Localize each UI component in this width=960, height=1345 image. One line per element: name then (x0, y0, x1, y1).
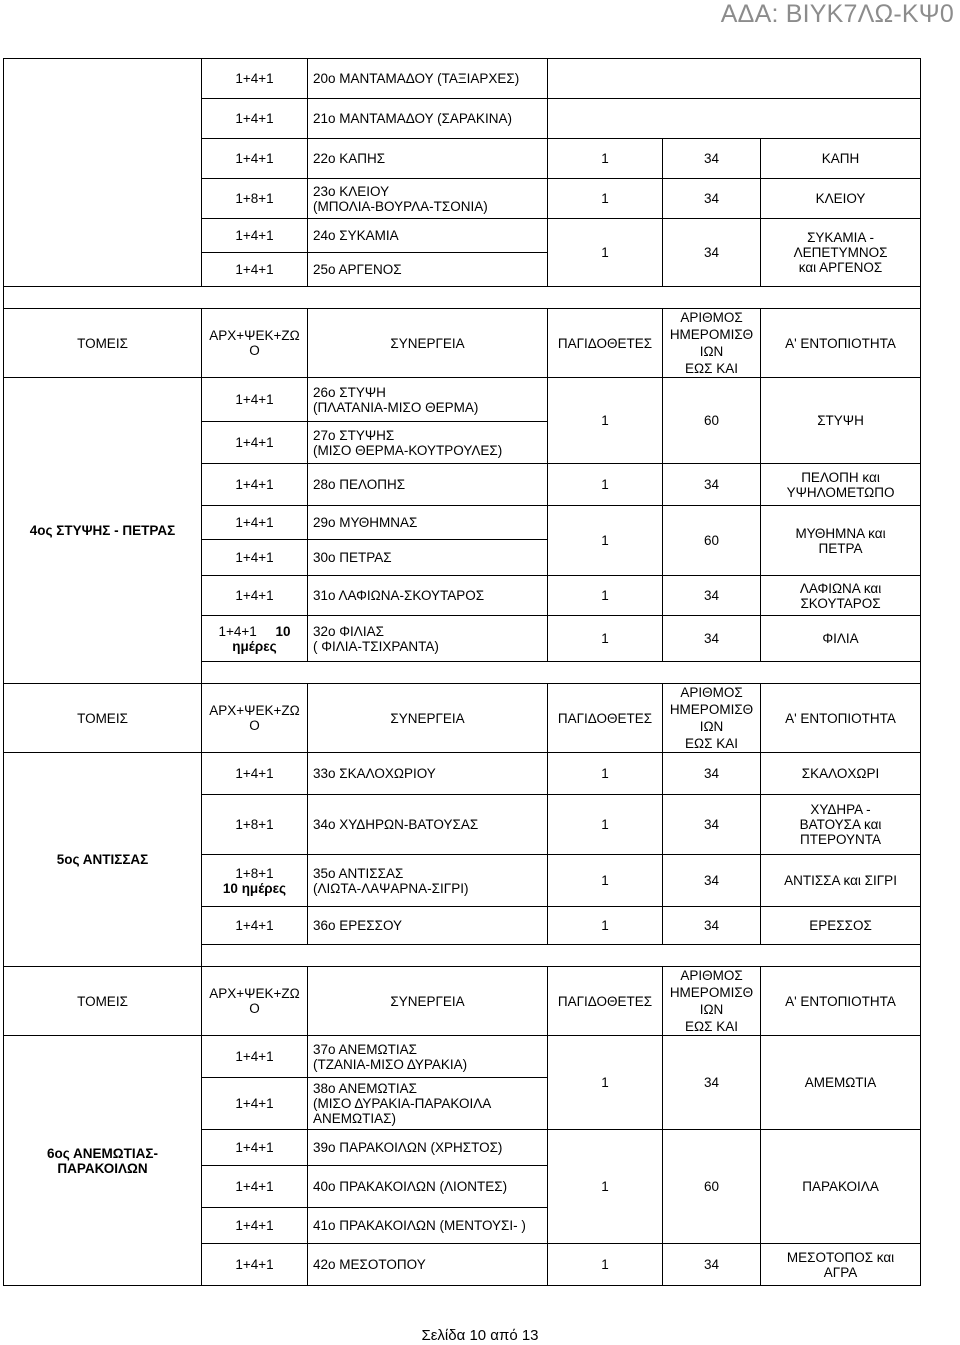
table-row (4, 378, 921, 422)
arx-cell: 1+8+1 (202, 179, 308, 219)
pagidothetes-cell: 1 (548, 1036, 663, 1130)
pagidothetes-cell: 1 (548, 616, 663, 662)
hmeromisthia-cell: 60 (663, 378, 761, 464)
header-line: ΑΡΙΘΜΟΣ (680, 310, 743, 325)
synergeio-cell: 28ο ΠΕΛΟΠΗΣ (308, 464, 548, 506)
allocation-table (3, 58, 921, 1286)
arx-cell (202, 855, 308, 907)
col-header-tomeis: ΤΟΜΕΙΣ (4, 309, 202, 378)
arx-cell: 1+4+1 (202, 1130, 308, 1166)
header-line: ΕΩΣ ΚΑΙ (685, 736, 738, 751)
entopiothta-cell (761, 464, 921, 506)
arx-cell: 1+4+1 (202, 506, 308, 540)
synergeio-line: 23ο ΚΛΕΙΟΥ (313, 183, 390, 199)
synergeio-cell: 33ο ΣΚΑΛΟΧΩΡΙΟΥ (308, 753, 548, 795)
pagidothetes-cell: 1 (548, 139, 663, 179)
entopiothta-line: ΒΑΤΟΥΣΑ και (799, 817, 882, 832)
sector-line: 6ος ΑΝΕΜΩΤΙΑΣ- (47, 1145, 158, 1161)
hmeromisthia-cell: 60 (663, 1130, 761, 1244)
header-row (4, 967, 921, 1036)
pagidothetes-cell: 1 (548, 506, 663, 576)
header-line: ΑΡΙΘΜΟΣ (680, 968, 743, 983)
col-header-synergeia: ΣΥΝΕΡΓΕΙΑ (308, 967, 548, 1036)
entopiothta-line: ΛΕΠΕΤΥΜΝΟΣ (793, 245, 888, 260)
synergeio-cell: 20ο ΜΑΝΤΑΜΑΔΟΥ (ΤΑΞΙΑΡΧΕΣ) (308, 59, 548, 99)
synergeio-cell (308, 1078, 548, 1130)
arx-cell: 1+4+1 (202, 464, 308, 506)
synergeio-line: 38ο ΑΝΕΜΩΤΙΑΣ (313, 1081, 417, 1096)
arx-cell: 1+4+1 (202, 1078, 308, 1130)
synergeio-cell: 29ο ΜΥΘΗΜΝΑΣ (308, 506, 548, 540)
header-line: ΗΜΕΡΟΜΙΣΘΙΩΝ (669, 327, 754, 359)
spacer-cell (202, 662, 921, 684)
hmeromisthia-cell: 34 (663, 139, 761, 179)
pagidothetes-cell: 1 (548, 576, 663, 616)
spacer-cell (202, 945, 921, 967)
hmeromisthia-cell: 34 (663, 753, 761, 795)
entopiothta-line: ΣΥΚΑΜΙΑ - (807, 230, 874, 245)
arx-cell: 1+4+1 (202, 1036, 308, 1078)
synergeio-cell: 39ο ΠΑΡΑΚΟΙΛΩΝ (ΧΡΗΣΤΟΣ) (308, 1130, 548, 1166)
synergeio-line: ΑΝΕΜΩΤΙΑΣ) (313, 1111, 396, 1126)
entopiothta-cell: ΚΛΕΙΟΥ (761, 179, 921, 219)
entopiothta-cell: ΣΚΑΛΟΧΩΡΙ (761, 753, 921, 795)
sector-cell (4, 1036, 202, 1286)
arx-days-label: 10 ημέρες (222, 880, 287, 896)
synergeio-line: (ΜΠΟΛΙΑ-ΒΟΥΡΛΑ-ΤΣΟΝΙΑ) (313, 198, 488, 214)
arx-cell: 1+4+1 (202, 99, 308, 139)
arx-cell: 1+4+1 (202, 219, 308, 253)
arx-cell (202, 616, 308, 662)
synergeio-cell: 22ο ΚΑΠΗΣ (308, 139, 548, 179)
pagidothetes-cell: 1 (548, 378, 663, 464)
hmeromisthia-cell: 34 (663, 179, 761, 219)
spacer-cell (4, 287, 921, 309)
sector-cell: 4ος ΣΤΥΨΗΣ - ΠΕΤΡΑΣ (4, 378, 202, 684)
entopiothta-line: ΑΓΡΑ (823, 1264, 858, 1280)
synergeio-line: 32ο ΦΙΛΙΑΣ (313, 623, 384, 639)
sector-cell (4, 59, 202, 287)
sector-line: ΠΑΡΑΚΟΙΛΩΝ (57, 1160, 148, 1176)
synergeio-line: (ΤΖΑΝΙΑ-ΜΙΣΟ ΔΥΡΑΚΙΑ) (313, 1056, 468, 1072)
entopiothta-line: ΣΚΟΥΤΑΡΟΣ (800, 595, 881, 611)
header-line: ΗΜΕΡΟΜΙΣΘΙΩΝ (669, 985, 754, 1017)
col-header-tomeis: ΤΟΜΕΙΣ (4, 684, 202, 753)
header-line: ΗΜΕΡΟΜΙΣΘΙΩΝ (669, 702, 754, 734)
entopiothta-line: ΜΥΘΗΜΝΑ και (795, 525, 886, 541)
hmeromisthia-cell: 34 (663, 219, 761, 287)
header-line: ΑΡΙΘΜΟΣ (680, 685, 743, 700)
hmeromisthia-cell: 34 (663, 1036, 761, 1130)
pagidothetes-cell: 1 (548, 795, 663, 855)
synergeio-line: 35ο ΑΝΤΙΣΣΑΣ (313, 865, 404, 881)
synergeio-cell: 42ο ΜΕΣΟΤΟΠΟΥ (308, 1244, 548, 1286)
entopiothta-line: ΠΕΛΟΠΗ και (801, 469, 880, 485)
col-header-entopiothta: Α' ΕΝΤΟΠΙΟΤΗΤΑ (761, 684, 921, 753)
arx-line (207, 624, 302, 639)
hmeromisthia-cell: 34 (663, 464, 761, 506)
entopiothta-cell (761, 506, 921, 576)
hmeromisthia-cell: 34 (663, 855, 761, 907)
arx-cell: 1+4+1 (202, 378, 308, 422)
synergeio-cell (308, 378, 548, 422)
arx-cell: 1+4+1 (202, 576, 308, 616)
synergeio-cell (308, 616, 548, 662)
hmeromisthia-cell: 34 (663, 795, 761, 855)
arx-cell: 1+4+1 (202, 139, 308, 179)
synergeio-cell: 40ο ΠΡΑΚΑΚΟΙΛΩΝ (ΛΙΟΝΤΕΣ) (308, 1166, 548, 1208)
synergeio-cell: 41ο ΠΡΑΚΑΚΟΙΛΩΝ (ΜΕΝΤΟΥΣΙ- ) (308, 1208, 548, 1244)
table-row (4, 1036, 921, 1078)
empty-cell (548, 99, 921, 139)
header-line: ΕΩΣ ΚΑΙ (685, 1019, 738, 1034)
entopiothta-line: ΥΨΗΛΟΜΕΤΩΠΟ (786, 484, 895, 500)
entopiothta-line: ΧΥΔΗΡΑ - (810, 802, 871, 817)
arx-cell: 1+4+1 (202, 253, 308, 287)
pagidothetes-cell: 1 (548, 753, 663, 795)
arx-value: 1+4+1 (218, 623, 257, 639)
entopiothta-cell (761, 1244, 921, 1286)
entopiothta-cell: ΑΝΤΙΣΣΑ και ΣΙΓΡΙ (761, 855, 921, 907)
pagidothetes-cell: 1 (548, 907, 663, 945)
hmeromisthia-cell: 60 (663, 506, 761, 576)
entopiothta-line: ΛΑΦΙΩΝΑ και (799, 580, 882, 596)
synergeio-cell: 36ο ΕΡΕΣΣΟΥ (308, 907, 548, 945)
synergeio-line: (ΠΛΑΤΑΝΙΑ-ΜΙΣΟ ΘΕΡΜΑ) (313, 399, 479, 415)
entopiothta-cell: ΑΜΕΜΩΤΙΑ (761, 1036, 921, 1130)
synergeio-cell: 30ο ΠΕΤΡΑΣ (308, 540, 548, 576)
col-header-arx: ΑΡΧ+ΨΕΚ+ΖΩΟ (202, 967, 308, 1036)
table-row (4, 59, 921, 99)
synergeio-cell: 25ο ΑΡΓΕΝΟΣ (308, 253, 548, 287)
page-footer: Σελίδα 10 από 13 (421, 1327, 539, 1344)
col-header-arithmos (663, 309, 761, 378)
hmeromisthia-cell: 34 (663, 576, 761, 616)
synergeio-cell: 24ο ΣΥΚΑΜΙΑ (308, 219, 548, 253)
col-header-arithmos (663, 967, 761, 1036)
sector-cell: 5ος ΑΝΤΙΣΣΑΣ (4, 753, 202, 967)
synergeio-cell (308, 1036, 548, 1078)
arx-cell: 1+4+1 (202, 907, 308, 945)
entopiothta-line: ΠΕΤΡΑ (818, 540, 863, 556)
synergeio-line: (ΜΙΣΟ ΔΥΡΑΚΙΑ-ΠΑΡΑΚΟΙΛΑ (313, 1096, 492, 1111)
synergeio-line: ( ΦΙΛΙΑ-ΤΣΙΧΡΑΝΤΑ) (313, 638, 439, 654)
entopiothta-cell: ΚΑΠΗ (761, 139, 921, 179)
arx-cell: 1+4+1 (202, 422, 308, 464)
synergeio-cell (308, 855, 548, 907)
arx-cell: 1+4+1 (202, 1244, 308, 1286)
synergeio-line: (ΛΙΩΤΑ-ΛΑΨΑΡΝΑ-ΣΙΓΡΙ) (313, 880, 469, 896)
synergeio-line: 37ο ΑΝΕΜΩΤΙΑΣ (313, 1041, 417, 1057)
entopiothta-line: και ΑΡΓΕΝΟΣ (798, 260, 883, 275)
synergeio-cell: 31ο ΛΑΦΙΩΝΑ-ΣΚΟΥΤΑΡΟΣ (308, 576, 548, 616)
arx-cell: 1+4+1 (202, 753, 308, 795)
pagidothetes-cell: 1 (548, 1244, 663, 1286)
hmeromisthia-cell: 34 (663, 1244, 761, 1286)
entopiothta-cell: ΕΡΕΣΣΟΣ (761, 907, 921, 945)
col-header-tomeis: ΤΟΜΕΙΣ (4, 967, 202, 1036)
header-row (4, 309, 921, 378)
col-header-synergeia: ΣΥΝΕΡΓΕΙΑ (308, 684, 548, 753)
arx-cell: 1+8+1 (202, 795, 308, 855)
col-header-entopiothta: Α' ΕΝΤΟΠΙΟΤΗΤΑ (761, 967, 921, 1036)
arx-cell: 1+4+1 (202, 1208, 308, 1244)
entopiothta-cell: ΦΙΛΙΑ (761, 616, 921, 662)
synergeio-line: 27ο ΣΤΥΨΗΣ (313, 427, 395, 443)
synergeio-cell (308, 179, 548, 219)
col-header-synergeia: ΣΥΝΕΡΓΕΙΑ (308, 309, 548, 378)
header-line: ΕΩΣ ΚΑΙ (685, 361, 738, 376)
synergeio-line: (ΜΙΣΟ ΘΕΡΜΑ-ΚΟΥΤΡΟΥΛΕΣ) (313, 442, 503, 458)
synergeio-cell: 34ο ΧΥΔΗΡΩΝ-ΒΑΤΟΥΣΑΣ (308, 795, 548, 855)
entopiothta-cell (761, 219, 921, 287)
hmeromisthia-cell: 34 (663, 907, 761, 945)
header-row (4, 684, 921, 753)
entopiothta-cell: ΠΑΡΑΚΟΙΛΑ (761, 1130, 921, 1244)
entopiothta-cell: ΣΤΥΨΗ (761, 378, 921, 464)
pagidothetes-cell: 1 (548, 1130, 663, 1244)
entopiothta-cell (761, 795, 921, 855)
col-header-pagidothetes: ΠΑΓΙΔΟΘΕΤΕΣ (548, 684, 663, 753)
pagidothetes-cell: 1 (548, 464, 663, 506)
col-header-entopiothta: Α' ΕΝΤΟΠΙΟΤΗΤΑ (761, 309, 921, 378)
synergeio-cell: 21ο ΜΑΝΤΑΜΑΔΟΥ (ΣΑΡΑΚΙΝΑ) (308, 99, 548, 139)
col-header-arx: ΑΡΧ+ΨΕΚ+ΖΩΟ (202, 684, 308, 753)
synergeio-cell (308, 422, 548, 464)
col-header-arithmos (663, 684, 761, 753)
arx-days-label: ημέρες (232, 638, 277, 654)
col-header-pagidothetes: ΠΑΓΙΔΟΘΕΤΕΣ (548, 309, 663, 378)
arx-days: 10 (275, 623, 291, 639)
pagidothetes-cell: 1 (548, 855, 663, 907)
pagidothetes-cell: 1 (548, 219, 663, 287)
spacer-row (4, 287, 921, 309)
arx-cell: 1+4+1 (202, 1166, 308, 1208)
arx-cell: 1+4+1 (202, 59, 308, 99)
col-header-pagidothetes: ΠΑΓΙΔΟΘΕΤΕΣ (548, 967, 663, 1036)
synergeio-line: 26ο ΣΤΥΨΗ (313, 384, 386, 400)
entopiothta-line: ΠΤΕΡΟΥΝΤΑ (799, 832, 882, 847)
pagidothetes-cell: 1 (548, 179, 663, 219)
hmeromisthia-cell: 34 (663, 616, 761, 662)
ada-code: ΑΔΑ: ΒΙΥΚ7ΛΩ-ΚΨ0 (720, 0, 954, 28)
arx-cell: 1+4+1 (202, 540, 308, 576)
col-header-arx: ΑΡΧ+ΨΕΚ+ΖΩΟ (202, 309, 308, 378)
table-row (4, 753, 921, 795)
empty-cell (548, 59, 921, 99)
entopiothta-cell (761, 576, 921, 616)
arx-line: 1+8+1 (235, 865, 274, 881)
entopiothta-line: ΜΕΣΟΤΟΠΟΣ και (786, 1249, 895, 1265)
